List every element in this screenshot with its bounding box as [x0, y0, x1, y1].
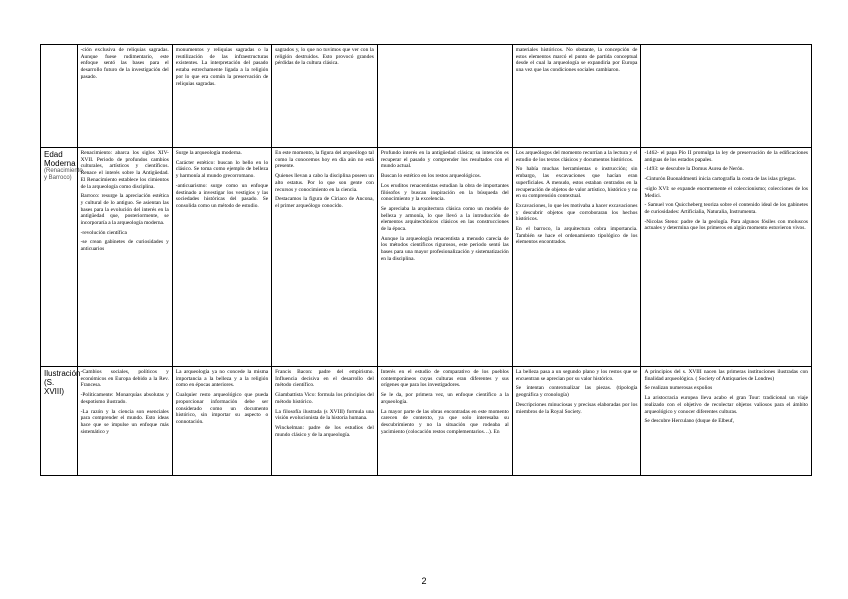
cell-paragraph: Barroco: resurge la apreciación estética y cultural de lo antiguo. Se asientan las bases para la evolución del interés en la antigüedad que, posteriormente, se incorporaría a la arqueología moderna. [80, 193, 169, 227]
table-cell [641, 45, 812, 148]
cell-paragraph: monumentos y reliquias sagradas o la reutilización de las infraestructuras existentes. La interpretación del pasado estaba estrechamente ligada a la religión por lo que era común la preservación de reliquias sagradas. [175, 47, 269, 87]
table-cell [512, 367, 641, 476]
table-cell [272, 45, 378, 148]
cell-paragraph: Descripciones minuciosas y precisas elaboradas por los miembros de la Royal Society. [515, 401, 638, 415]
table-cell [377, 148, 512, 367]
table-cell [377, 367, 512, 476]
cell-paragraph: Interés en el estudio de comparativo de los pueblos contemporáneos cuyas culturas eran diferentes y sus orígenes que para los investigadores. [380, 369, 509, 389]
cell-paragraph: Se le da, por primera vez, un enfoque científico a la arqueología. [380, 392, 509, 405]
cell-paragraph: Francis Bacon: padre del empirismo. Influencia decisiva en el desarrollo del método científico. [275, 369, 374, 389]
history-table [40, 44, 812, 476]
cell-paragraph: En el barroco, la arquitectura cobra importancia. También se hace el ordenamiento tipológico de los elementos encontrados. [515, 226, 638, 246]
cell-paragraph: Profundo interés en la antigüedad clásica; su intención es recuperar el pasado y comprender los resultados con el mundo actual. [380, 150, 509, 170]
cell-paragraph: Se realizan numerosas expolios [644, 385, 713, 392]
table-row [41, 367, 812, 476]
cell-paragraph: No había muchas herramientas o instrucción; sin embargo, las excavaciones que hacían eran superficiales. A menudo, estos estaban centrados en la recuperación de objetos de valor artístico, histórico y no en su comprensión contextual. [515, 166, 638, 200]
cell-paragraph: La arqueología ya no concede la misma importancia a la belleza y a la religión como en épocas anteriores. [175, 369, 269, 389]
cell-paragraph: Se apreciaba la arquitectura clásica como un modelo de belleza y armonía, lo que llevó a la introducción de elementos arquitectónicos clásicos en las construcciones de la época. [380, 205, 509, 233]
table-cell [77, 148, 172, 367]
cell-paragraph: Quienes llevan a cabo la disciplina poseen un alto estatus. Por lo que son gente con recursos y conocimiento en la ciencia. [275, 173, 374, 193]
cell-paragraph: Se intentan contextualizar las piezas. (tipología geográfica y cronología) [515, 385, 638, 399]
period-subtitle: (Renacimiento y Barroco) [44, 168, 83, 181]
table-cell [77, 367, 172, 476]
table-cell [172, 148, 271, 367]
cell-paragraph: Carácter estético: buscan lo bello en lo clásico. Se toma como ejemplo de belleza y harmonía al mundo grecorromano. [175, 159, 269, 180]
page-number: 2 [421, 576, 427, 586]
cell-paragraph: La belleza pasa a un segundo plano y los restos que se encuentran se aprecian por su valor histórico. [515, 369, 638, 382]
cell-paragraph: -revolución científica [80, 229, 127, 236]
cell-paragraph: Los arqueólogos del momento recurrían a la lectura y el estudio de los textos clásicos y documentos históricos. [515, 150, 638, 163]
table-row [41, 148, 812, 367]
table-cell [512, 45, 641, 148]
cell-paragraph: Renacimiento: abarca los siglos XIV- XVII. Periodo de profundos cambios culturales, artísticos y científicos. Renace el interés sobre la Antigüedad. El Renacimiento establece los cimientos de la arqueología como disciplina. [80, 150, 169, 190]
cell-paragraph: Surge la arqueología moderna. [175, 150, 242, 156]
cell-paragraph: La mayor parte de las obras encontradas en este momento carecen de contexto, ya que solo interesaba su descubrimiento y no la situación que rodeaba al yacimiento (colocación restos complementarios…). En [380, 408, 509, 435]
cell-paragraph: -1493: se descubre la Domus Aurea de Nerón. [644, 166, 744, 173]
period-cell [41, 367, 81, 476]
cell-paragraph: Se descubre Herculano (duque de Elbeuf, [644, 418, 734, 425]
cell-paragraph: Excavaciones, lo que les motivaba a hacer excavaciones y descubrir objetos que corroboraran los hechos históricos. [515, 202, 638, 223]
table-row [41, 45, 812, 148]
cell-paragraph: -Nicolas Steno: padre de la geología. Para algunos fósiles con moluscos actuales y determina que los primeros en algún momento estuvieron vivos. [644, 218, 808, 232]
cell-paragraph: Giambattista Vico: formula los principios del método histórico. [275, 392, 374, 405]
cell-paragraph: -Politicamente: Monarquías absolutas y despotismo ilustrado. [80, 392, 169, 405]
cell-paragraph: -1462- el papa Pío II promulga la ley de preservación de la edificaciones antiguas de los estados papales. [644, 150, 808, 163]
cell-paragraph: sagrados y, lo que no tuvimos que ver con la religión destruidos. Esto provocó grandes pérdidas de la cultura clásica. [275, 47, 374, 67]
period-cell [41, 45, 78, 148]
table-cell [77, 45, 172, 148]
cell-paragraph: En este momento, la figura del arqueólogo tal como la conocemos hoy en día aún no está presente. [275, 150, 374, 170]
period-title: Edad Moderna [44, 150, 76, 168]
table-cell [512, 148, 641, 367]
document-page [40, 44, 812, 476]
cell-paragraph: Aunque la arqueología renacentista a menudo carecía de los métodos científicos rigurosos, este periodo sentó las bases para una mayor profesionalización y sistematización en la disciplina. [380, 235, 509, 262]
table-cell [641, 367, 812, 476]
cell-paragraph: -Cambios sociales, políticos y económicos en Europa debido a la Rev. Francesa. [80, 369, 169, 389]
cell-paragraph: Winckelman: padre de los estudios del mundo clásico y de la arqueología. [275, 424, 374, 438]
period-cell [41, 148, 83, 367]
cell-paragraph: -anticuarismo: surge como un enfoque destinado a investigar los vestigios y las sociedades históricas del pasado. Se consolida como un método de estudio. [175, 182, 269, 209]
table-cell [172, 45, 271, 148]
cell-paragraph: Cualquier resto arqueológico que pueda proporcionar información debe ser considerado como un documento histórico, sin importar su aspecto o connotación. [175, 392, 269, 425]
cell-paragraph: materiales históricos. No obstante, la concepción de estos elementos marcó el punto de partida conceptual desde el cual la arqueología se expandiría por Europa una vez que las condiciones sociales cambiaron. [515, 47, 638, 74]
cell-paragraph: Destacamos la figura de Ciriaco de Ancona, el primer arqueólogo conocido. [275, 196, 374, 209]
table-cell [272, 148, 378, 367]
table-cell [641, 148, 812, 367]
cell-paragraph: -La razón y la ciencia son esenciales para comprender el mundo. Esto ideas hace que se impulse un enfoque más sistemático y [80, 408, 169, 435]
cell-paragraph: La aristocracia europea lleva acabo el gran Tour: tradicional un viaje realizado con el objetivo de recolectar objetos valiosos para el ámbito arqueológico y conocer diferentes culturas. [644, 395, 808, 415]
cell-paragraph: La filosofía ilustrada (s XVIII) formula una visión evolucionista de la historia humana. [275, 408, 374, 422]
cell-paragraph: -Cinturón Buonaldmenti inicia cartografía la costa de las islas griegas. [644, 176, 796, 183]
cell-paragraph: Buscan lo estético en los restos arqueológicos. [380, 173, 481, 180]
table-cell [377, 45, 512, 148]
cell-paragraph: -ción exclusiva de reliquias sagradas. Aunque fuese rudimentario, este enfoque sentó las bases para el desarrollo futuro de la investigación del pasado. [80, 47, 169, 80]
table-cell [172, 367, 271, 476]
cell-paragraph: -se crean gabinetes de curiosidades y anticuarios [80, 239, 169, 253]
cell-paragraph: -siglo XVI: se expande enormemente el coleccionismo; colecciones de los Medici. [644, 185, 808, 199]
cell-paragraph: Los eruditos renacentistas estudian la obra de importantes filósofos y buscan inspiración en la búsqueda del conocimiento y la excelencia. [380, 182, 509, 203]
table-cell [272, 367, 378, 476]
period-title: Ilustración (S. XVIII) [44, 369, 81, 396]
cell-paragraph: - Samuel von Quiccheberg teoriza sobre el contenido ideal de los gabinetes de curiosidades: Artificialia, Naturalia, Instrumenta. [644, 202, 808, 215]
cell-paragraph: A principios del s. XVIII nacen las primeras instituciones ilustradas con finalidad arqueológica. ( Society of Antiquaries de Londres) [644, 369, 808, 382]
